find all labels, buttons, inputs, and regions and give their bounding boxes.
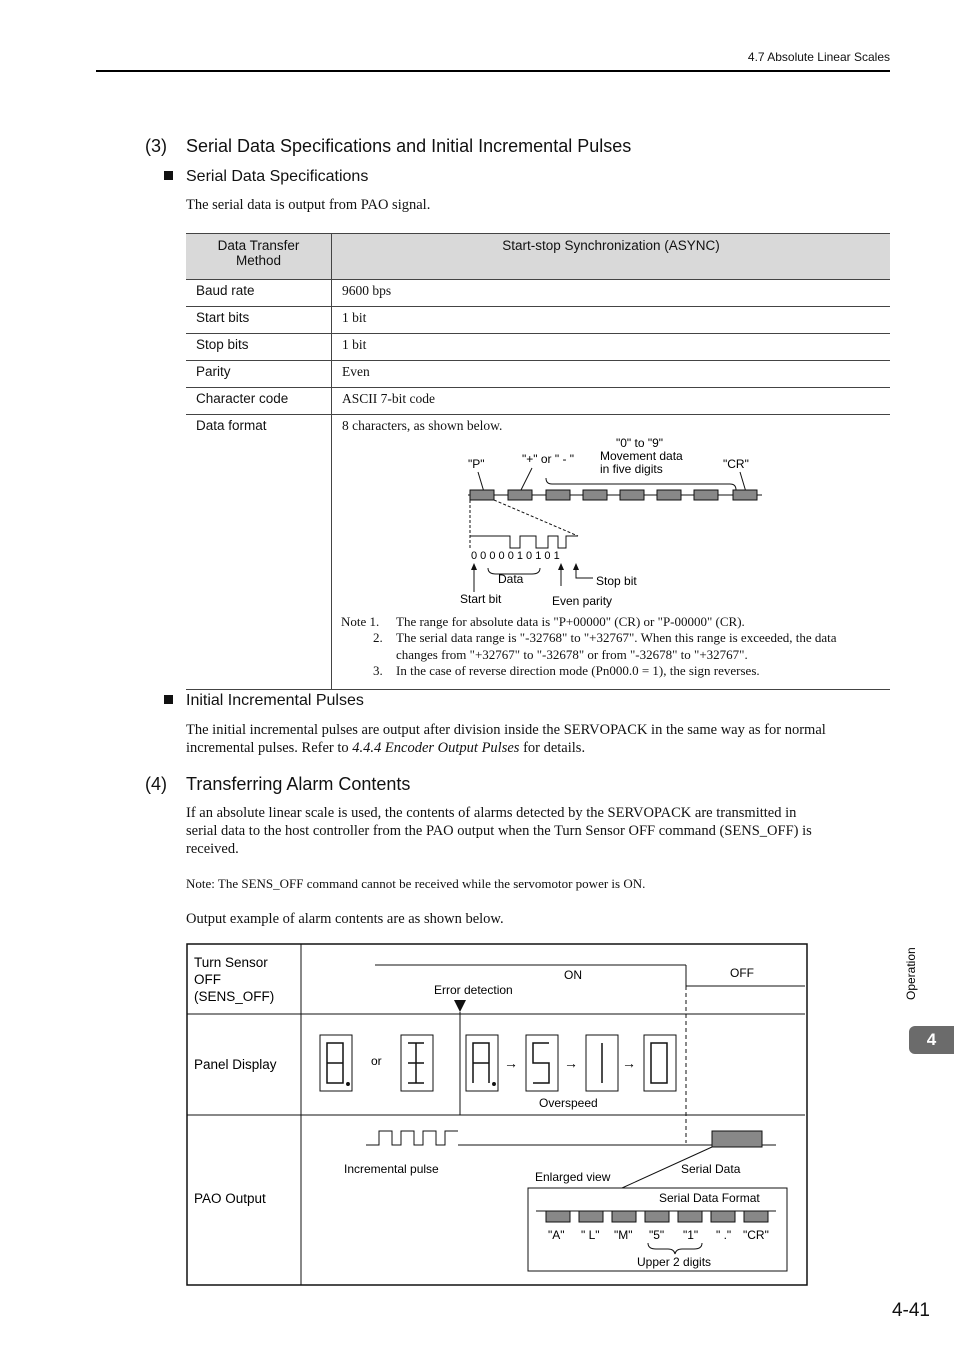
arrow-right-icon: → [622, 1055, 636, 1071]
serial-intro: The serial data is output from PAO signal. [186, 197, 431, 213]
svg-text:or: or [371, 1054, 382, 1068]
svg-text:Overspeed: Overspeed [539, 1096, 598, 1110]
initial-pulses-line2: incremental pulses. Refer to 4.4.4 Encoder Output Pulses for details. [186, 740, 586, 756]
subsection-initial-pulses: Initial Incremental Pulses [164, 692, 364, 710]
side-label [897, 935, 927, 1005]
square-bullet-icon [164, 695, 173, 704]
svg-text:OFF: OFF [730, 966, 754, 980]
svg-text:Enlarged view: Enlarged view [535, 1170, 611, 1184]
svg-text:Error detection: Error detection [434, 983, 513, 997]
note-2-text: The serial data range is "-32768" to "+32767". When this range is exceeded, the data [396, 630, 837, 645]
svg-text:"0" to "9": "0" to "9" [616, 436, 664, 450]
svg-text:"5": "5" [649, 1228, 665, 1242]
display-eight-icon [327, 1043, 349, 1085]
table-row: Character code ASCII 7-bit code [186, 388, 890, 415]
svg-text:Operation: Operation [904, 947, 918, 1000]
arrow-right-icon: → [504, 1055, 518, 1071]
svg-text:"CR": "CR" [723, 457, 749, 471]
alarm-character-boxes [546, 1211, 768, 1222]
svg-text:" L": " L" [581, 1228, 600, 1242]
svg-text:Serial Data Format: Serial Data Format [659, 1191, 760, 1205]
table-head-left: Data Transfer Method [186, 234, 332, 280]
table-row: Parity Even [186, 361, 890, 388]
display-a-icon [473, 1043, 495, 1085]
svg-text:(SENS_OFF): (SENS_OFF) [194, 989, 275, 1004]
display-zero-icon [651, 1043, 667, 1083]
note-2-text-cont: changes from "+32767" to "-32678" or from "-32678" to "+32767". [396, 647, 748, 662]
svg-text:Stop bit: Stop bit [596, 574, 637, 588]
svg-text:"CR": "CR" [743, 1228, 769, 1242]
table-row: Start bits 1 bit [186, 307, 890, 334]
table-row-data-format: Data format 8 characters, as shown below. [186, 415, 890, 690]
header-rule [96, 70, 890, 72]
svg-text:Start bit: Start bit [460, 592, 502, 606]
table-row: Baud rate 9600 bps [186, 280, 890, 307]
output-example-text: Output example of alarm contents are as shown below. [186, 911, 504, 927]
error-detection-arrow-icon [454, 1000, 466, 1012]
svg-text:Upper 2 digits: Upper 2 digits [637, 1255, 712, 1269]
subsection-serial-spec: Serial Data Specifications [164, 168, 368, 186]
svg-text:"A": "A" [548, 1228, 565, 1242]
running-header: 4.7 Absolute Linear Scales [747, 50, 890, 64]
data-format-value: 8 characters, as shown below. [342, 418, 503, 433]
section4-number: (4) [145, 774, 167, 794]
note-1-text: The range for absolute data is "P+00000" (CR) or "P-00000" (CR). [396, 614, 745, 629]
encoder-output-link[interactable]: 4.4.4 Encoder Output Pulses [352, 740, 520, 756]
section4-note: Note: The SENS_OFF command cannot be received while the servomotor power is ON. [186, 876, 646, 891]
svg-text:Panel Display: Panel Display [194, 1057, 277, 1072]
note-3-text: In the case of reverse direction mode (Pn000.0 = 1), the sign reverses. [396, 663, 760, 678]
svg-text:Data: Data [498, 572, 524, 586]
svg-text:Incremental pulse: Incremental pulse [344, 1162, 439, 1176]
note-3-num: 3. [373, 663, 383, 678]
svg-text:"+" or " - ": "+" or " - " [522, 452, 575, 466]
section4-title: Transferring Alarm Contents [186, 774, 411, 794]
chapter-tab[interactable]: 4 [909, 1026, 954, 1054]
svg-text:Serial Data: Serial Data [681, 1162, 741, 1176]
svg-text:Even parity: Even parity [552, 594, 613, 608]
alarm-contents-diagram [186, 943, 810, 1288]
svg-text:in five digits: in five digits [600, 462, 663, 476]
arrow-right-icon: → [564, 1055, 578, 1071]
svg-text:OFF: OFF [194, 972, 221, 987]
note-1-num: Note 1. [341, 614, 380, 629]
data-format-diagram [440, 432, 780, 612]
serial-data-block [712, 1131, 762, 1147]
section4-para-line3: received. [186, 841, 239, 857]
svg-text:"1": "1" [683, 1228, 699, 1242]
note-2-num: 2. [373, 630, 383, 645]
table-header-row [186, 234, 890, 280]
section3-number: (3) [145, 136, 167, 156]
svg-text:"P": "P" [468, 457, 485, 471]
page-number: 4-41 [891, 1300, 930, 1321]
section4-para-line2: serial data to the host controller from the PAO output when the Turn Sensor OFF command (SENS_OFF) is [186, 823, 812, 839]
svg-text:Turn Sensor: Turn Sensor [194, 955, 268, 970]
svg-text:Movement data: Movement data [600, 449, 683, 463]
square-bullet-icon [164, 171, 173, 180]
section3-title: Serial Data Specifications and Initial Incremental Pulses [186, 136, 632, 156]
svg-text:"M": "M" [614, 1228, 633, 1242]
initial-pulses-line1: The initial incremental pulses are output after division inside the SERVOPACK in the same way as for normal [186, 722, 826, 738]
table-row: Stop bits 1 bit [186, 334, 890, 361]
section4-para-line1: If an absolute linear scale is used, the contents of alarms detected by the SERVOPACK are transmitted in [186, 805, 797, 821]
svg-text:0 0 0 0 0 1 0 1 0 1: 0 0 0 0 0 1 0 1 0 1 [471, 550, 560, 562]
svg-text:PAO Output: PAO Output [194, 1191, 266, 1206]
table-head-right: Start-stop Synchronization (ASYNC) [332, 234, 891, 280]
display-five-icon [533, 1043, 549, 1083]
display-dash-icon [408, 1043, 424, 1083]
svg-text:" .": " ." [716, 1228, 732, 1242]
svg-text:ON: ON [564, 968, 582, 982]
